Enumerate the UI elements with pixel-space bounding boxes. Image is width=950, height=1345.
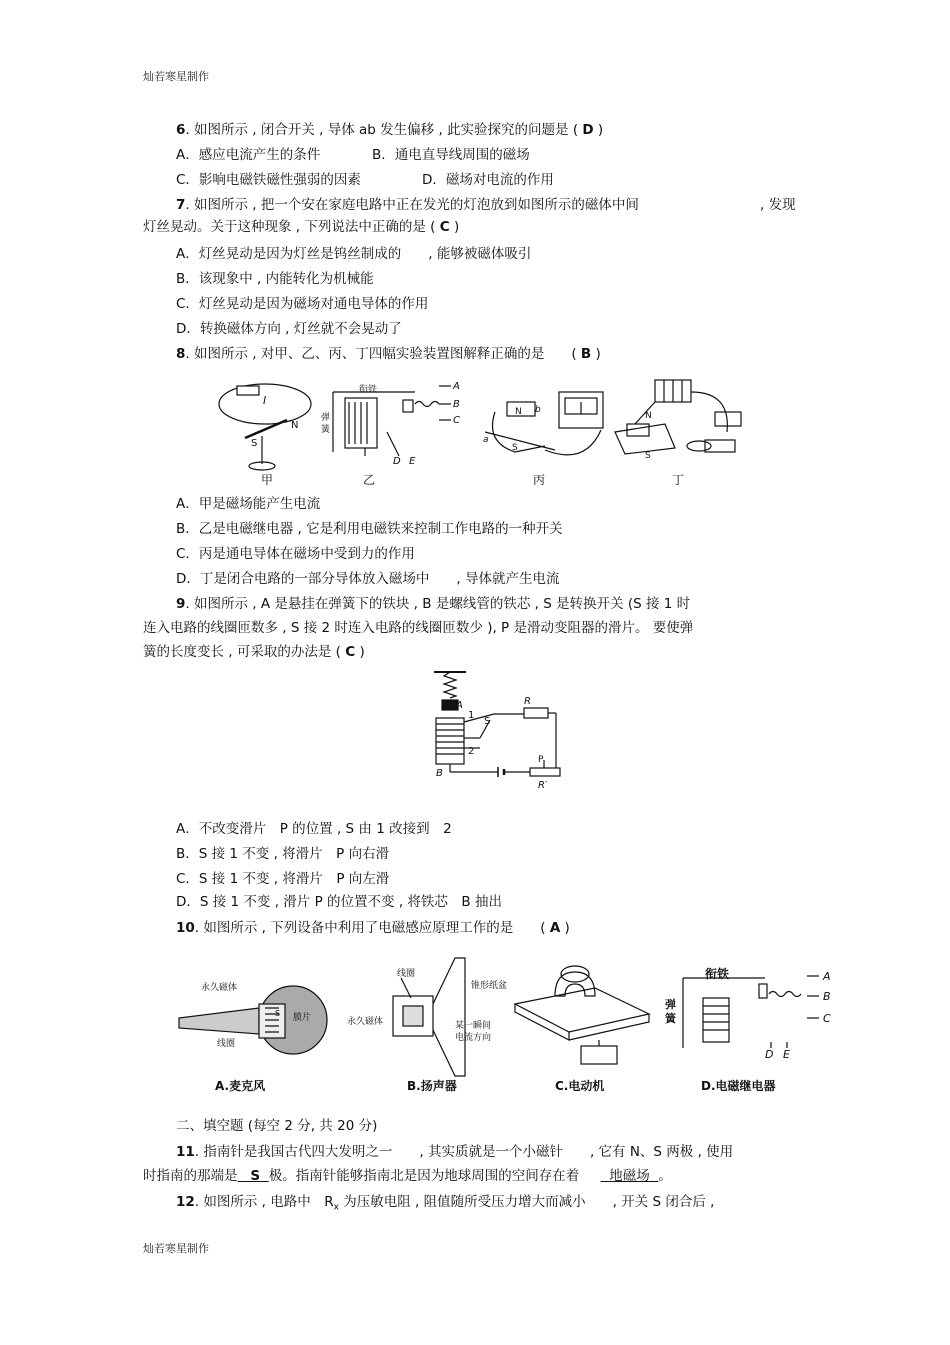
svg-text:永久磁体: 永久磁体 xyxy=(347,1017,384,1027)
figure-microphone xyxy=(179,981,327,1054)
caption-relay: D.电磁继电器 xyxy=(701,1079,776,1093)
svg-text:S: S xyxy=(645,451,651,461)
header-watermark: 灿若寒星制作 xyxy=(143,70,209,83)
svg-text:I: I xyxy=(263,394,267,407)
svg-text:P: P xyxy=(538,755,544,765)
svg-text:线圈: 线圈 xyxy=(397,969,416,979)
svg-text:A: A xyxy=(456,700,463,711)
q8-answer: B xyxy=(580,346,592,362)
q6-stem-text: . 如图所示 , 闭合开关 , 导体 ab 发生偏移 , 此实验探究的问题是 ( xyxy=(185,122,583,138)
q7-answer: C xyxy=(439,219,450,235)
figure-ding-motor xyxy=(615,380,741,461)
q7-number: 7 xyxy=(176,197,186,213)
label-yi: 乙 xyxy=(363,473,376,487)
q12-number: 12 xyxy=(176,1194,195,1210)
q7-option-b: B．该现象中 , 内能转化为机械能 xyxy=(176,271,374,287)
svg-text:C: C xyxy=(823,1012,831,1025)
q7-stem-line1 xyxy=(176,196,639,214)
q6-stem xyxy=(176,121,603,139)
q6-option-a: A．感应电流产生的条件 xyxy=(176,147,321,163)
q8-stem-text: . 如图所示 , 对甲、乙、丙、丁四幅实验装置图解释正确的是 ( xyxy=(185,346,581,362)
q10-close: ) xyxy=(560,920,570,936)
q7-option-d: D．转换磁体方向 , 灯丝就不会晃动了 xyxy=(176,321,402,337)
svg-text:B: B xyxy=(436,768,443,779)
q7-option-a: A．灯丝晃动是因为灯丝是钨丝制成的 , 能够被磁体吸引 xyxy=(176,246,532,262)
svg-text:弹: 弹 xyxy=(321,413,331,423)
svg-text:衔铁: 衔铁 xyxy=(705,967,730,981)
q10-number: 10 xyxy=(176,920,195,936)
svg-text:衔铁: 衔铁 xyxy=(359,385,378,395)
q11-blank1 xyxy=(238,1168,269,1184)
figure-speaker xyxy=(347,958,507,1076)
svg-text:E: E xyxy=(783,1048,790,1061)
svg-text:N: N xyxy=(645,411,652,421)
svg-text:1: 1 xyxy=(468,710,475,721)
svg-text:A: A xyxy=(823,970,831,983)
section-fill-in-title: 二、填空题 (每空 2 分, 共 20 分) xyxy=(176,1118,378,1134)
q7-stem1b: , 发现 xyxy=(760,197,796,213)
figure-jia-oersted xyxy=(219,384,311,470)
q7-stem-line2 xyxy=(143,218,459,236)
q6-option-c: C．影响电磁铁磁性强弱的因素 xyxy=(176,172,361,188)
q9-stem-line2: 连入电路的线圈匝数多 , S 接 2 时连入电路的线圈匝数少 ), P 是滑动变阻器的滑片。 要使弹 xyxy=(143,620,694,636)
q12-line1a: . 如图所示 , 电路中 R xyxy=(194,1194,334,1210)
q9-option-b: B．S 接 1 不变 , 将滑片 P 向右滑 xyxy=(176,846,390,862)
q11-blank2-answer: 地磁场 xyxy=(609,1168,650,1184)
figure-yi-relay xyxy=(321,381,460,467)
q10-stem-text: . 如图所示 , 下列设备中利用了电磁感应原理工作的是 ( xyxy=(194,920,550,936)
q8-option-b: B．乙是电磁继电器 , 它是利用电磁铁来控制工作电路的一种开关 xyxy=(176,521,563,537)
q9-stem-line1 xyxy=(176,595,690,613)
q6-answer: D xyxy=(582,122,594,138)
q11-blank2 xyxy=(601,1168,659,1184)
svg-text:A: A xyxy=(453,381,460,392)
q9-circuit-figure xyxy=(420,668,570,792)
footer-watermark: 灿若寒星制作 xyxy=(143,1242,209,1255)
q9-close: ) xyxy=(355,644,365,660)
figure-bing-induction xyxy=(483,392,603,455)
q8-figure xyxy=(215,372,765,490)
label-ding: 丁 xyxy=(672,473,685,487)
q9-stem1: . 如图所示 , A 是悬挂在弹簧下的铁块 , B 是螺线管的铁芯 , S 是转换开关 (S 接 1 时 xyxy=(185,596,691,612)
caption-speaker: B.扬声器 xyxy=(407,1079,457,1093)
figure-relay xyxy=(665,966,831,1061)
q9-option-d: D．S 接 1 不变 , 滑片 P 的位置不变 , 将铁芯 B 抽出 xyxy=(176,894,502,910)
q8-close: ) xyxy=(591,346,601,362)
q6-number: 6 xyxy=(176,122,186,138)
q11-blank1-answer: S xyxy=(250,1168,261,1184)
q11-line2c: 。 xyxy=(658,1168,672,1184)
q9-option-c: C．S 接 1 不变 , 将滑片 P 向左滑 xyxy=(176,871,390,887)
q9-option-a: A．不改变滑片 P 的位置 , S 由 1 改接到 2 xyxy=(176,821,452,837)
q7-option-c: C．灯丝晃动是因为磁场对通电导体的作用 xyxy=(176,296,429,312)
svg-text:a: a xyxy=(483,435,489,445)
svg-text:弹: 弹 xyxy=(665,998,676,1011)
q10-figure xyxy=(175,948,845,1096)
figure-motor xyxy=(515,966,649,1064)
svg-text:N: N xyxy=(291,420,299,431)
svg-text:S: S xyxy=(275,1009,281,1018)
svg-text:C: C xyxy=(453,415,460,426)
q9-number: 9 xyxy=(176,596,186,612)
label-jia: 甲 xyxy=(261,473,274,487)
svg-text:簧: 簧 xyxy=(665,1012,676,1025)
q8-number: 8 xyxy=(176,346,186,362)
q12-subscript: x xyxy=(333,1202,339,1213)
q8-option-a: A．甲是磁场能产生电流 xyxy=(176,496,321,512)
q10-stem xyxy=(176,919,570,937)
svg-text:S: S xyxy=(484,716,491,727)
q9-stem3: 簧的长度变长 , 可采取的办法是 ( xyxy=(143,644,346,660)
svg-text:E: E xyxy=(409,456,416,467)
q8-option-c: C．丙是通电导体在磁场中受到力的作用 xyxy=(176,546,415,562)
q11-number: 11 xyxy=(176,1144,195,1160)
svg-text:R′: R′ xyxy=(538,780,548,791)
q12-line1b: 为压敏电阻 , 阻值随所受压力增大而减小 , 开关 S 闭合后 , xyxy=(338,1194,715,1210)
svg-text:R: R xyxy=(524,696,531,707)
q11-line2b: 极。指南针能够指南北是因为地球周围的空间存在着 xyxy=(268,1168,580,1184)
caption-microphone: A.麦克风 xyxy=(215,1079,266,1093)
q7-close: ) xyxy=(449,219,460,235)
svg-text:簧: 簧 xyxy=(321,425,331,435)
q7-stem1: . 如图所示 , 把一个安在家庭电路中正在发光的灯泡放到如图所示的磁体中间 xyxy=(185,197,639,213)
q12-line1 xyxy=(176,1193,714,1217)
svg-text:线圈: 线圈 xyxy=(217,1039,236,1049)
svg-text:某一瞬间: 某一瞬间 xyxy=(455,1021,492,1031)
svg-text:S: S xyxy=(512,443,518,453)
svg-text:S: S xyxy=(251,438,258,449)
svg-text:B: B xyxy=(823,990,831,1003)
svg-text:2: 2 xyxy=(468,746,475,757)
svg-text:电流方向: 电流方向 xyxy=(455,1033,492,1043)
q6-close: ) xyxy=(593,122,604,138)
q6-option-d: D．磁场对电流的作用 xyxy=(422,172,554,188)
q8-option-d: D．丁是闭合电路的一部分导体放入磁场中 , 导体就产生电流 xyxy=(176,571,560,587)
q7-stem2: 灯丝晃动。关于这种现象 , 下列说法中正确的是 ( xyxy=(143,219,440,235)
q6-option-b: B．通电直导线周围的磁场 xyxy=(372,147,530,163)
svg-text:锥形纸盆: 锥形纸盆 xyxy=(471,981,508,991)
svg-text:永久磁体: 永久磁体 xyxy=(201,983,238,993)
svg-text:B: B xyxy=(453,399,460,410)
svg-text:N: N xyxy=(515,407,522,417)
svg-text:D: D xyxy=(765,1048,774,1061)
q9-answer: C xyxy=(345,644,356,660)
svg-text:膜片: 膜片 xyxy=(293,1013,312,1023)
q11-line2a: 时指南的那端是 xyxy=(143,1168,238,1184)
q8-stem xyxy=(176,345,601,363)
q10-answer: A xyxy=(549,920,561,936)
svg-text:D: D xyxy=(393,456,401,467)
caption-motor: C.电动机 xyxy=(555,1079,605,1093)
q11-line1 xyxy=(176,1143,733,1161)
label-bing: 丙 xyxy=(533,473,546,487)
q9-stem-line3 xyxy=(143,643,365,661)
q11-line1-text: . 指南针是我国古代四大发明之一 , 其实质就是一个小磁针 , 它有 N、S 两极 , 使用 xyxy=(194,1144,734,1160)
q11-line2 xyxy=(143,1167,672,1185)
svg-text:b: b xyxy=(535,405,541,415)
